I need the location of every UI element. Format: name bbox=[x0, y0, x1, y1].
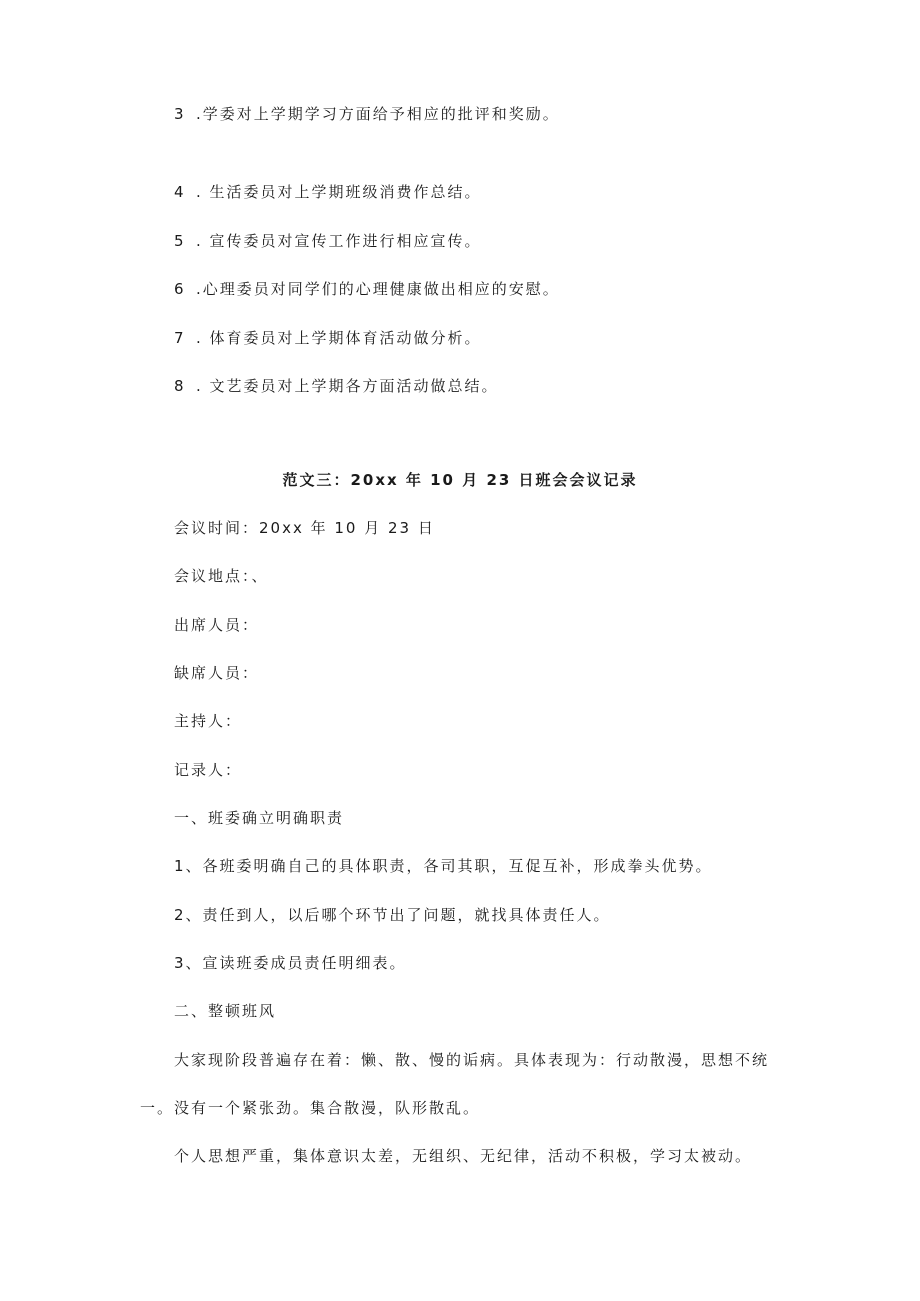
meeting-attendees: 出席人员： bbox=[174, 616, 260, 634]
list-item: 3、宣读班委成员责任明细表。 bbox=[174, 954, 407, 972]
meeting-time: 会议时间：20xx 年 10 月 23 日 bbox=[174, 519, 435, 537]
list-item-text: .学委对上学期学习方面给予相应的批评和奖励。 bbox=[196, 105, 560, 123]
list-item-number: 7 bbox=[174, 329, 184, 347]
meeting-recorder: 记录人： bbox=[174, 761, 243, 779]
list-item-text: . 体育委员对上学期体育活动做分析。 bbox=[196, 329, 482, 347]
section-title: 范文三：20xx 年 10 月 23 日班会会议记录 bbox=[282, 471, 638, 489]
list-item: 2、责任到人，以后哪个环节出了问题，就找具体责任人。 bbox=[174, 906, 611, 924]
list-item bbox=[174, 279, 560, 299]
list-item-number: 3 bbox=[174, 105, 184, 123]
meeting-absent: 缺席人员： bbox=[174, 664, 260, 682]
list-item-number: 4 bbox=[174, 183, 184, 201]
list-item-text: . 生活委员对上学期班级消费作总结。 bbox=[196, 183, 482, 201]
list-item bbox=[174, 182, 482, 202]
list-item-text: .心理委员对同学们的心理健康做出相应的安慰。 bbox=[196, 280, 560, 298]
paragraph: 个人思想严重，集体意识太差，无组织、无纪律，活动不积极，学习太被动。 bbox=[174, 1147, 753, 1165]
section-heading: 二、整顿班风 bbox=[174, 1002, 277, 1020]
list-item-text: . 文艺委员对上学期各方面活动做总结。 bbox=[196, 377, 499, 395]
list-item bbox=[174, 104, 560, 124]
meeting-host: 主持人： bbox=[174, 712, 243, 730]
meeting-place: 会议地点：、 bbox=[174, 567, 269, 585]
paragraph: 大家现阶段普遍存在着：懒、散、慢的诟病。具体表现为：行动散漫，思想不统一。没有一个紧张劲。集合散漫，队形散乱。 bbox=[140, 1051, 770, 1117]
list-item bbox=[174, 328, 482, 348]
list-item-number: 5 bbox=[174, 232, 184, 250]
list-item-number: 8 bbox=[174, 377, 184, 395]
list-item-text: . 宣传委员对宣传工作进行相应宣传。 bbox=[196, 232, 482, 250]
list-item: 1、各班委明确自己的具体职责，各司其职，互促互补，形成拳头优势。 bbox=[174, 857, 713, 875]
list-item bbox=[174, 376, 499, 396]
section-heading: 一、班委确立明确职责 bbox=[174, 809, 345, 827]
list-item-number: 6 bbox=[174, 280, 184, 298]
list-item bbox=[174, 231, 482, 251]
